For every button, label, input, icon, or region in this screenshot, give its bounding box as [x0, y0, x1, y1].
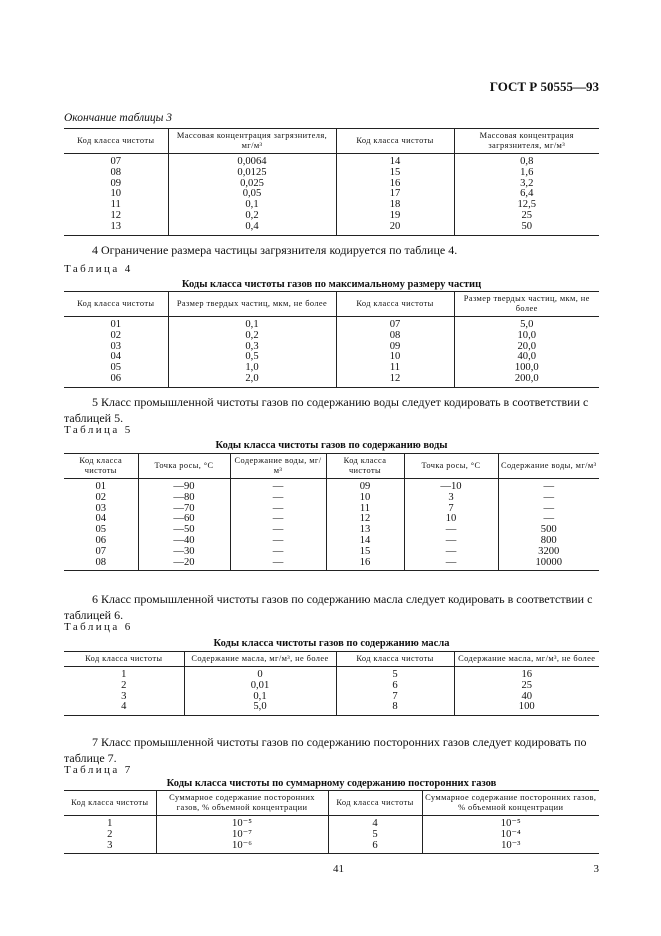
table-cell: 16 [454, 667, 599, 681]
table5-header-dew2: Точка росы, °С [404, 454, 498, 479]
table3-header-conc1: Массовая концентрация загрязнителя, мг/м³ [168, 129, 336, 154]
table-cell: — [404, 536, 498, 547]
table-cell: 40 [454, 692, 599, 703]
table5-body [64, 479, 599, 571]
table-cell: 100,0 [454, 363, 599, 374]
table-cell: 2 [121, 679, 127, 691]
table-row [64, 493, 599, 504]
table7-title: Коды класса чистоты по суммарному содержанию посторонних газов [166, 778, 497, 789]
table6-title: Коды класса чистоты газов по содержанию масла [213, 638, 450, 649]
table-cell: 0,1 [168, 317, 336, 331]
table-cell: —90 [138, 479, 230, 493]
table-cell: 10 [326, 493, 404, 504]
table-cell: 2 [107, 828, 113, 840]
table-cell: 10,0 [454, 331, 599, 342]
table-cell: 0,1 [168, 200, 336, 211]
table4-header-code2: Код класса чистоты [336, 292, 454, 317]
table-cell: 06 [64, 374, 168, 387]
table-cell: 11 [336, 363, 454, 374]
table-cell: 7 [336, 692, 454, 703]
table-cell: 0,3 [168, 342, 336, 353]
table-cell: 0,2 [168, 331, 336, 342]
table-cell: 11 [110, 199, 121, 211]
table-row [64, 667, 599, 681]
table-row [64, 179, 599, 190]
table-cell: — [230, 479, 326, 493]
table-cell: 14 [326, 536, 404, 547]
table6 [64, 651, 599, 716]
table-cell: 500 [498, 525, 599, 536]
table-cell: 05 [110, 362, 122, 374]
table-cell: 25 [454, 211, 599, 222]
table-cell: — [230, 514, 326, 525]
table-cell: 08 [110, 166, 122, 178]
table-row [64, 514, 599, 525]
table-cell: 3 [121, 690, 127, 702]
table-cell: 0,0064 [168, 154, 336, 168]
table-row [64, 525, 599, 536]
table-cell: 20,0 [454, 342, 599, 353]
table-cell: 0,025 [168, 179, 336, 190]
table-row [64, 317, 599, 331]
table-cell: —70 [138, 504, 230, 515]
table-cell: 15 [336, 168, 454, 179]
table-row [64, 547, 599, 558]
table-cell: 1 [107, 818, 113, 829]
table-cell: 08 [64, 558, 138, 571]
table6-caption: Таблица 6 [64, 621, 133, 633]
table-row [64, 558, 599, 571]
table-row [64, 816, 599, 830]
table-cell: 0 [184, 667, 336, 681]
table-cell: 10⁻³ [422, 841, 599, 854]
table3-caption: Окончание таблицы 3 [64, 112, 172, 124]
table-row [64, 222, 599, 235]
table-cell: 05 [95, 524, 107, 536]
table-cell: 1,0 [168, 363, 336, 374]
paragraph-5: 5 Класс промышленной чистоты газов по содержанию воды следует кодировать в соответствии с таблицей 5. [64, 395, 589, 425]
table-cell: — [498, 479, 599, 493]
table-cell: 09 [336, 342, 454, 353]
table-cell: 0,2 [168, 211, 336, 222]
table-row [64, 154, 599, 168]
table-cell: 09 [326, 479, 404, 493]
table-cell: — [404, 558, 498, 571]
table-cell: 04 [110, 351, 122, 363]
table-cell: 0,4 [168, 222, 336, 235]
table-cell: —50 [138, 525, 230, 536]
table-cell: 10⁻⁴ [422, 830, 599, 841]
table-cell: 8 [336, 702, 454, 715]
table-row [64, 702, 599, 715]
table6-header-oil2: Содержание масла, мг/м³, не более [454, 652, 599, 667]
table-cell: 12 [110, 209, 122, 221]
table-cell: 5,0 [184, 702, 336, 715]
table-cell: 3200 [498, 547, 599, 558]
table-cell: 0,01 [184, 681, 336, 692]
standard-header: ГОСТ Р 50555—93 [489, 79, 599, 94]
table7-header-gas2: Суммарное содержание посторонних газов, % объемной концентрации [422, 791, 599, 816]
table-cell: 16 [326, 558, 404, 571]
table3-header-code2: Код класса чистоты [336, 129, 454, 154]
table7-caption: Таблица 7 [64, 764, 133, 776]
table5-caption: Таблица 5 [64, 424, 133, 436]
table-cell: — [404, 525, 498, 536]
table4-header-size2: Размер твердых частиц, мкм, не более [454, 292, 599, 317]
table-cell: 1 [121, 669, 127, 680]
table3 [64, 128, 599, 236]
table5-header-code1: Код класса чистоты [64, 454, 138, 479]
table-cell: 07 [95, 545, 107, 557]
table3-header-code1: Код класса чистоты [64, 129, 168, 154]
table-cell: —20 [138, 558, 230, 571]
table-cell: 07 [110, 156, 122, 167]
table5-header-code2: Код класса чистоты [326, 454, 404, 479]
table-cell: 13 [326, 525, 404, 536]
table-cell: 06 [95, 534, 107, 546]
table-cell: — [230, 547, 326, 558]
table-cell: — [404, 547, 498, 558]
table-cell: 10⁻⁶ [156, 841, 328, 854]
table-cell: 20 [336, 222, 454, 235]
table5 [64, 453, 599, 571]
table-cell: — [230, 504, 326, 515]
table-cell: 19 [336, 211, 454, 222]
table-cell: 0,5 [168, 352, 336, 363]
paragraph-4: 4 Ограничение размера частицы загрязнителя кодируется по таблице 4. [92, 243, 458, 257]
paragraph-7: 7 Класс промышленной чистоты газов по содержанию посторонних газов следует кодировать по таблице 7. [64, 735, 587, 765]
table-cell: 1,6 [454, 168, 599, 179]
table-cell: 14 [336, 154, 454, 168]
table-cell: 10⁻⁵ [422, 816, 599, 830]
table-cell: 10 [336, 352, 454, 363]
table-row [64, 200, 599, 211]
paragraph-6: 6 Класс промышленной чистоты газов по содержанию масла следует кодировать в соответствии с таблицей 6. [64, 592, 593, 622]
footer-center-number: 41 [333, 863, 344, 875]
table6-body [64, 667, 599, 716]
table7-body [64, 816, 599, 854]
table4-caption: Таблица 4 [64, 263, 133, 275]
table-cell: — [230, 558, 326, 571]
table7-header-gas1: Суммарное содержание посторонних газов, % объемной концентрации [156, 791, 328, 816]
table-cell: 6 [328, 841, 422, 854]
table5-header-dew1: Точка росы, °С [138, 454, 230, 479]
table-cell: 3,2 [454, 179, 599, 190]
table-cell: —80 [138, 493, 230, 504]
table-cell: —10 [404, 479, 498, 493]
table6-header-code2: Код класса чистоты [336, 652, 454, 667]
table-cell: 0,0125 [168, 168, 336, 179]
table-cell: 02 [95, 491, 107, 503]
table-cell: 10⁻⁷ [156, 830, 328, 841]
table4-body [64, 317, 599, 388]
table-cell: —60 [138, 514, 230, 525]
table-cell: 6 [336, 681, 454, 692]
table-row [64, 504, 599, 515]
table-cell: 12,5 [454, 200, 599, 211]
table-cell: 12 [336, 374, 454, 387]
table4-header-size1: Размер твердых частиц, мкм, не более [168, 292, 336, 317]
table-cell: 07 [336, 317, 454, 331]
table-cell: 4 [64, 702, 184, 715]
table-cell: 04 [95, 513, 107, 525]
table-cell: 18 [336, 200, 454, 211]
table-cell: 10000 [498, 558, 599, 571]
table7-header-code2: Код класса чистоты [328, 791, 422, 816]
table-cell: 01 [95, 481, 107, 492]
table-cell: 6,4 [454, 189, 599, 200]
table-cell: 50 [454, 222, 599, 235]
table-cell: 13 [64, 222, 168, 235]
table-row [64, 331, 599, 342]
table-cell: 0,05 [168, 189, 336, 200]
table-cell: —40 [138, 536, 230, 547]
table-cell: — [498, 514, 599, 525]
table7-header-code1: Код класса чистоты [64, 791, 156, 816]
table-cell: —30 [138, 547, 230, 558]
table4 [64, 291, 599, 388]
table-row [64, 374, 599, 387]
table-cell: 10⁻⁵ [156, 816, 328, 830]
page-number: 3 [593, 863, 599, 875]
table-cell: — [498, 493, 599, 504]
table-row [64, 479, 599, 493]
table-cell: 5,0 [454, 317, 599, 331]
table-cell: 25 [454, 681, 599, 692]
table-cell: 01 [110, 319, 122, 330]
table-cell: — [498, 504, 599, 515]
table6-header-oil1: Содержание масла, мг/м³, не более [184, 652, 336, 667]
table-cell: 7 [404, 504, 498, 515]
table-cell: 09 [110, 177, 122, 189]
table-cell: 03 [110, 340, 122, 352]
table-cell: 200,0 [454, 374, 599, 387]
table6-header-code1: Код класса чистоты [64, 652, 184, 667]
table4-header-code1: Код класса чистоты [64, 292, 168, 317]
table-cell: — [230, 536, 326, 547]
table-row [64, 681, 599, 692]
table-cell: 17 [336, 189, 454, 200]
table-cell: 2,0 [168, 374, 336, 387]
table-cell: — [230, 525, 326, 536]
table-row [64, 168, 599, 179]
table-cell: 10 [404, 514, 498, 525]
table-row [64, 536, 599, 547]
table5-header-water1: Содержание воды, мг/м³ [230, 454, 326, 479]
table7 [64, 790, 599, 854]
table-cell: 02 [110, 329, 122, 341]
table-cell: 5 [328, 830, 422, 841]
table-cell: 03 [95, 502, 107, 514]
table5-title: Коды класса чистоты газов по содержанию воды [215, 440, 448, 451]
table-row [64, 841, 599, 854]
table-cell: 100 [454, 702, 599, 715]
table-row [64, 211, 599, 222]
table-cell: 0,1 [184, 692, 336, 703]
table-cell: 800 [498, 536, 599, 547]
table-cell: 3 [404, 493, 498, 504]
table-cell: 16 [336, 179, 454, 190]
table-cell: 5 [336, 667, 454, 681]
table4-title: Коды класса чистоты газов по максимальному размеру частиц [181, 279, 482, 290]
table-cell: 15 [326, 547, 404, 558]
table-cell: 11 [326, 504, 404, 515]
table3-header-conc2: Массовая концентрация загрязнителя, мг/м³ [454, 129, 599, 154]
table-cell: — [230, 493, 326, 504]
table-cell: 3 [64, 841, 156, 854]
table-cell: 40,0 [454, 352, 599, 363]
table-cell: 08 [336, 331, 454, 342]
table-cell: 0,8 [454, 154, 599, 168]
table-cell: 12 [326, 514, 404, 525]
table-cell: 4 [328, 816, 422, 830]
table-row [64, 830, 599, 841]
table3-body [64, 154, 599, 236]
table5-header-water2: Содержание воды, мг/м³ [498, 454, 599, 479]
table-cell: 10 [110, 188, 122, 200]
